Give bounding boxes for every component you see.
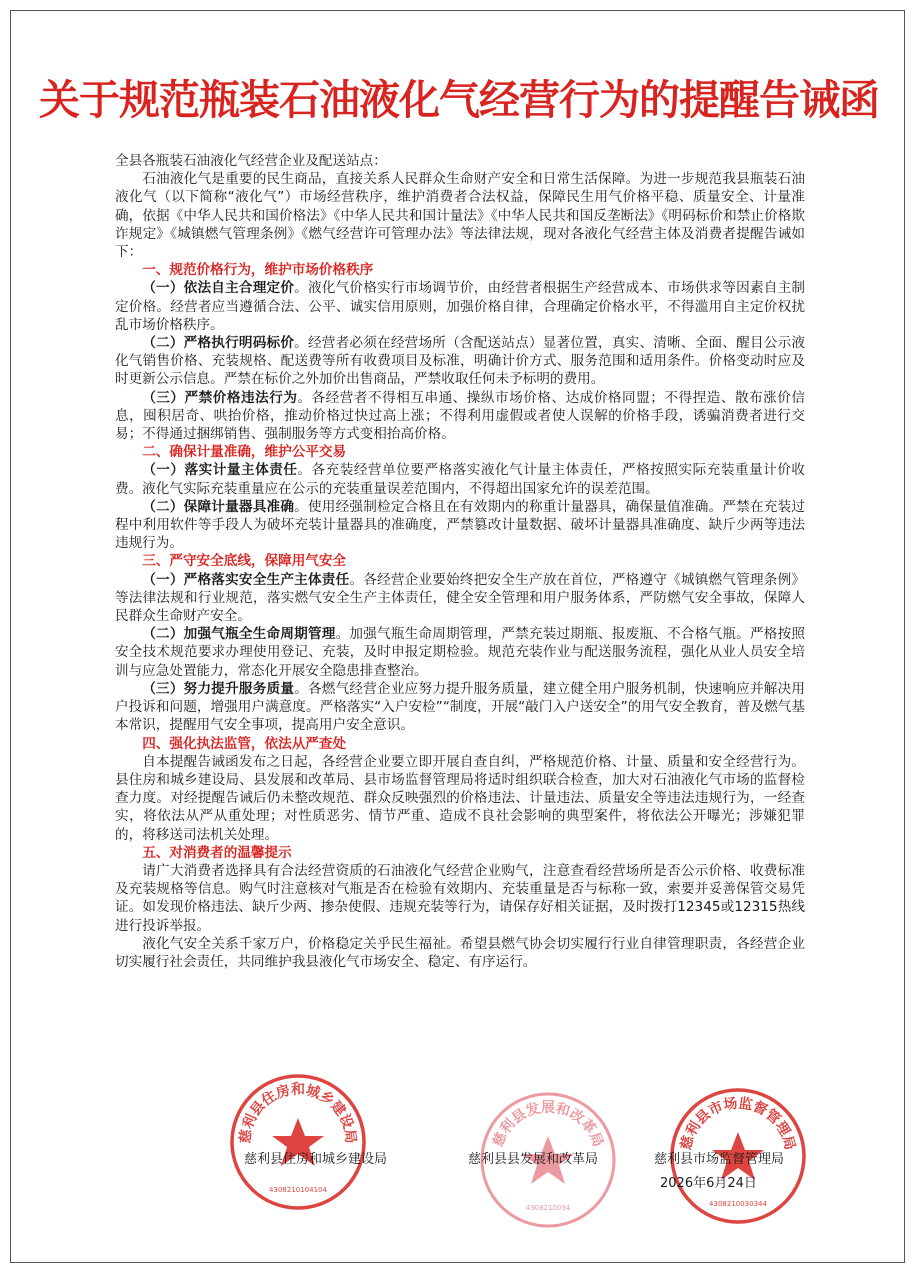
- salutation: 全县各瓶装石油液化气经营企业及配送站点：: [115, 153, 387, 169]
- svg-text:慈利县住房和城乡建设局: 慈利县住房和城乡建设局: [237, 1082, 359, 1145]
- section-heading-1: 一、规范价格行为，维护市场价格秩序: [142, 262, 374, 279]
- section-2-item-2: （二）保障计量器具准确。使用经强制检定合格且在有效期内的称重计量器具，确保量值准确。严禁在充装过程中利用软件等手段人为破坏充装计量器具的准确度，严禁篡改计量数据、破坏计量器具准确度、缺斤少两等违法违规行为。: [115, 498, 806, 552]
- section-heading-4: 四、强化执法监管，依法从严查处: [142, 735, 347, 752]
- issue-date: 2026年6月24日: [660, 1176, 757, 1191]
- section-1-item-3: （三）严禁价格违法行为。各经营者不得相互串通、操纵市场价格、达成价格同盟；不得捏造、散布涨价信息，囤积居奇、哄抬价格，推动价格过快过高上涨；不得利用虚假或者使人误解的价格手段，诱骗消费者进行交易；不得通过捆绑销售、强制服务等方式变相抬高价格。: [115, 389, 805, 443]
- svg-text:慈利县发展和改革局: 慈利县发展和改革局: [490, 1100, 606, 1150]
- closing-paragraph: 液化气安全关系千家万户，价格稳定关乎民生福祉。希望县燃气协会切实履行行业自律管理职责，各经营企业切实履行社会责任，共同维护我县液化气市场安全、稳定、有序运行。: [115, 935, 805, 970]
- section-3-item-3: （三）努力提升服务质量。各燃气经营企业应努力提升服务质量，建立健全用户服务机制，快速响应并解决用户投诉和问题，增强用户满意度。严格落实“入户安检”“制度，开展“敲门入户送安全”的用气安全教育，普及燃气基本常识，提醒用气安全事项，提高用户安全意识。: [115, 680, 806, 734]
- section-1-item-2: （二）严格执行明码标价。经营者必须在经营场所（含配送站点）显著位置，真实、清晰、全面、醒目公示液化气销售价格、充装规格、配送费等所有收费项目及标准，明确计价方式、服务范围和适用条件。价格变动时应及时更新公示信息。严禁在标价之外加价出售商品，严禁收取任何未予标明的费用。: [115, 335, 806, 388]
- svg-text:4308210104104: 4308210104104: [269, 1186, 327, 1194]
- section-3-item-2: （二）加强气瓶全生命周期管理。加强气瓶生命周期管理，严禁充装过期瓶、报废瓶、不合格气瓶。严格按照安全技术规范要求办理使用登记、充装，及时申报定期检验。规范充装作业与配送服务流程，强化从业人员安全培训与应急处置能力，常态化开展安全隐患排查整治。: [115, 626, 806, 679]
- section-heading-2: 二、确保计量准确，维护公平交易: [142, 444, 347, 461]
- intro-paragraph: 石油液化气是重要的民生商品，直接关系人民群众生命财产安全和日常生活保障。为进一步规范我县瓶装石油液化气（以下简称“液化气”）市场经营秩序，维护消费者合法权益，保障民生用气价格平稳、质量安全、计量准确，依据《中华人民共和国价格法》《中华人民共和国计量法》《中华人民共和国反垄断法》《明码标价和禁止价格欺诈规定》《城镇燃气管理条例》《燃气经营许可管理办法》等法律法规，现对各液化气经营主体及消费者提醒告诫如下：: [115, 171, 805, 261]
- seal-icon: [228, 1072, 368, 1212]
- section-3-item-1: （一）严格落实安全生产主体责任。各经营企业要始终把安全生产放在首位，严格遵守《城镇燃气管理条例》等法律法规和行业规范，落实燃气安全生产主体责任，健全安全管理和用户服务体系，严防燃气安全事故，保障人民群众生命财产安全。: [115, 571, 806, 625]
- svg-text:慈利县市场监督管理局: 慈利县市场监督管理局: [678, 1095, 798, 1152]
- signer-development-bureau: 慈利县县发展和改革局: [468, 1152, 599, 1167]
- section-1-item-1: （一）依法自主合理定价。液化气价格实行市场调节价，由经营者根据生产经营成本、市场供求等因素自主制定价格。经营者应当遵循合法、公平、诚实信用原则，加强价格自律，合理确定价格水平，不得滥用自主定价权扰乱市场价格秩序。: [115, 280, 806, 333]
- section-2-item-1: （一）落实计量主体责任。各充装经营单位要严格落实液化气计量主体责任，严格按照实际充装重量计价收费。液化气实际充装重量应在公示的充装重量误差范围内，不得超出国家允许的误差范围。: [115, 462, 805, 497]
- seal-housing-bureau: [228, 1072, 368, 1212]
- document-title: 关于规范瓶装石油液化气经营行为的提醒告诫函: [39, 76, 879, 124]
- signer-housing-bureau: 慈利县住房和城乡建设局: [244, 1152, 388, 1167]
- signer-market-bureau: 慈利县市场监督管理局: [654, 1152, 785, 1167]
- svg-text:4308210034: 4308210034: [525, 1204, 571, 1212]
- section-heading-3: 三、严守安全底线，保障用气安全: [142, 553, 347, 570]
- section-5-paragraph-1: 请广大消费者选择具有合法经营资质的石油液化气经营企业购气，注意查看经营场所是否公示价格、收费标准及充装规格等信息。购气时注意核对气瓶是否在检验有效期内、充装重量是否与标称一致，索要并妥善保管交易凭证。如发现价格违法、缺斤少两、掺杂使假、违规充装等行为，请保存好相关证据，及时拨打12345或12315热线进行投诉举报。: [115, 862, 805, 934]
- svg-text:4308210030344: 4308210030344: [709, 1200, 767, 1208]
- document-body: [115, 152, 805, 971]
- section-4-paragraph: 自本提醒告诫函发布之日起，各经营企业要立即开展自查自纠，严格规范价格、计量、质量和安全经营行为。县住房和城乡建设局、县发展和改革局、县市场监督管理局将适时组织联合检查，加大对石油液化气市场的监督检查力度。对经提醒告诫后仍未整改规范、群众反映强烈的价格违法、计量违法、质量安全等违法违规行为，一经查实，将依法从严从重处理；对性质恶劣、情节严重、造成不良社会影响的典型案件，将依法公开曝光；涉嫌犯罪的，将移送司法机关处理。: [115, 753, 805, 843]
- section-heading-5: 五、对消费者的温馨提示: [142, 844, 292, 861]
